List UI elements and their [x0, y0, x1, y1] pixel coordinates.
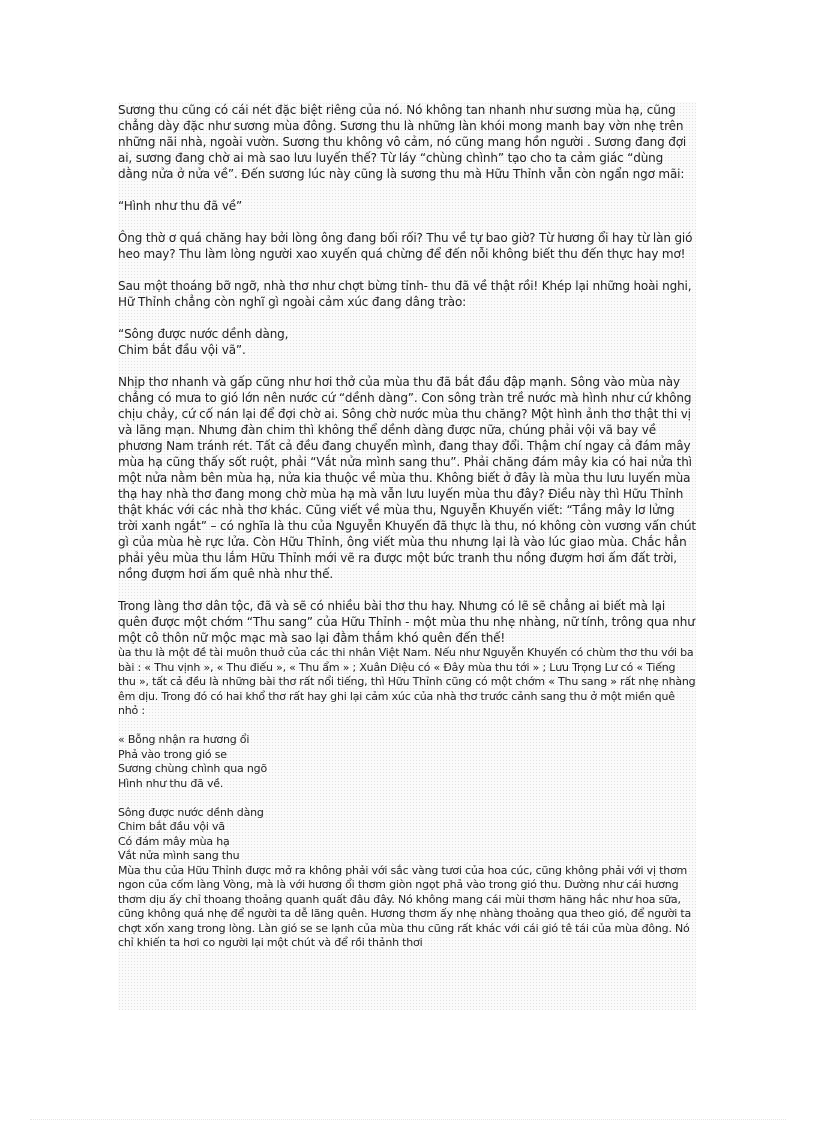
poem-line: « Bỗng nhận ra hương ổi: [118, 733, 250, 746]
poem-stanza-2: [118, 806, 696, 864]
paragraph-nhip-tho: Nhịp thơ nhanh và gấp cũng như hơi thở của mùa thu đã bắt đầu đập mạnh. Sông vào mùa này chẳng có mưa to gió lớn nên nước cứ “dềnh dàng”. Con sông tràn trề nước mà hình như cứ không chịu chảy, cứ cố nán lại để đợi chờ ai. Sông chờ nước mùa thu chăng? Một hình ảnh thơ thật thi vị và lãng mạn. Nhưng đàn chim thì không thể dềnh dàng được nữa, chúng phải vội vã bay về phương Nam tránh rét. Tất cả đều đang chuyển mình, đang thay đổi. Thậm chí ngay cả đám mây mùa hạ cũng thấy sốt ruột, phải “Vắt nửa mình sang thu”. Phải chăng đám mây kia có hai nửa thì một nửa nằm bên mùa hạ, nửa kia thuộc về mùa thu. Không biết ở đây là mùa thu lưu luyến mùa thạ hay nhà thơ đang mong chờ mùa hạ mà vẫn lưu luyến mùa thu đây? Điều này thì Hữu Thỉnh thật khác với các nhà thơ khác. Cũng viết về mùa thu, Nguyễn Khuyến viết: “Tầng mây lơ lửng trời xanh ngắt” – có nghĩa là thu của Nguyễn Khuyến đã thực là thu, nó không còn vương vấn chút gì của mùa hè rực lửa. Còn Hữu Thỉnh, ông viết mùa thu nhưng lại là vào lúc giao mùa. Chắc hẳn phải yêu mùa thu lắm Hữu Thỉnh mới vẽ ra được một bức tranh thu nồng đượm hơi ấm đất trời, nồng đượm hơi ấm quê nhà như thế.: [118, 375, 696, 581]
paragraph-mua-thu-de-tai: ùa thu là một đề tài muôn thuở của các thi nhân Việt Nam. Nếu như Nguyễn Khuyến có chùm thơ thu với ba bài : « Thu vịnh », « Thu điếu », « Thu ẩm » ; Xuân Diệu có « Đây mùa thu tới » ; Lưu Trọng Lư có « Tiếng thu », tất cả đều là những bài thơ rất nổi tiếng, thì Hữu Thỉnh cũng có một chớm « Thu sang » rất nhẹ nhàng êm dịu. Trong đó có hai khổ thơ rất hay ghi lại cảm xúc của nhà thơ trước cảnh sang thu ở một miền quê nhỏ :: [118, 646, 696, 717]
paragraph-tho-o: Ông thờ ơ quá chăng hay bởi lòng ông đang bối rối? Thu về tự bao giờ? Từ hương ổi hay từ làn gió heo may? Thu làm lòng người xao xuyến quá chừng để đến nỗi không biết thu đến thực hay mơ!: [118, 231, 693, 261]
poem-line: Hình như thu đã về.: [118, 776, 224, 790]
poem-line: Sương chùng chình qua ngõ: [118, 762, 267, 775]
document-page: [118, 102, 696, 1010]
quote-line: Chim bắt đầu vội vã”.: [118, 343, 246, 357]
quote-song-duoc-nuoc: [118, 326, 696, 358]
page-bottom-divider: [30, 1119, 786, 1120]
essay-main-text: [118, 102, 696, 646]
poem-stanza-1: [118, 733, 696, 791]
poem-line: Có đám mây mùa hạ: [118, 834, 230, 848]
paragraph-lang-tho: Trong làng thơ dân tộc, đã và sẽ có nhiều bài thơ thu hay. Nhưng có lẽ sẽ chẳng ai biết mà lại quên được một chớm “Thu sang” của Hữu Thỉnh - một mùa thu nhẹ nhàng, nữ tính, trông qua như một cô thôn nữ mộc mạc mà sao lại đằm thắm khó quên đến thế!: [118, 599, 695, 645]
quote-hinh-nhu-thu-da-ve: “Hình như thu đã về”: [118, 199, 243, 213]
poem-line: Chim bắt đầu vội vã: [118, 820, 225, 833]
paragraph-huong-oi: Mùa thu của Hữu Thỉnh được mở ra không phải với sắc vàng tươi của hoa cúc, cũng không phải với vị thơm ngon của cốm làng Vòng, mà là với hương ổi thơm giòn ngọt phả vào trong gió thu. Dường như cái hương thơm dịu ấy chỉ thoang thoảng quanh quất đâu đây. Nó không mang cái mùi thơm hăng hắc như hoa sữa, cũng không quá nhẹ để người ta dễ lãng quên. Hương thơm ấy nhẹ nhàng thoảng qua theo gió, để người ta chợt xốn xang trong lòng. Làn gió se se lạnh của mùa thu cũng rất khác với cái gió tê tái của mùa đông. Nó chỉ khiến ta hơi co người lại một chút và để rồi thảnh thơi: [118, 863, 692, 949]
poem-line: Sông được nước dềnh dàng: [118, 805, 264, 819]
poem-line: Vắt nửa mình sang thu: [118, 849, 240, 862]
paragraph-autumn-mist: Sương thu cũng có cái nét đặc biệt riêng của nó. Nó không tan nhanh như sương mùa hạ, cũng chẳng dày đặc như sương mùa đông. Sương thu là những làn khói mong manh bay vờn nhẹ trên những nãi nhà, ngoài vườn. Sương thu không vô cảm, nó cũng mang hồn người . Sương đang đợi ai, sương đang chờ ai mà sao lưu luyến thế? Từ láy “chùng chình” tạo cho ta cảm giác “dùng dằng nửa ở nửa về”. Đến sương lúc này cũng là sương thu mà Hữu Thỉnh vẫn còn ngẩn ngơ mãi:: [118, 103, 687, 181]
paragraph-bo-ngo: Sau một thoáng bỡ ngỡ, nhà thơ như chợt bừng tỉnh- thu đã về thật rồi! Khép lại những hoài nghi, Hữ Thỉnh chẳng còn nghĩ gì ngoài cảm xúc đang dâng trào:: [118, 279, 692, 309]
essay-secondary-text: [118, 646, 696, 951]
spacer: [118, 791, 696, 806]
spacer: [118, 719, 696, 734]
poem-line: Phả vào trong gió se: [118, 747, 227, 761]
quote-line: “Sông được nước dềnh dàng,: [118, 327, 289, 341]
